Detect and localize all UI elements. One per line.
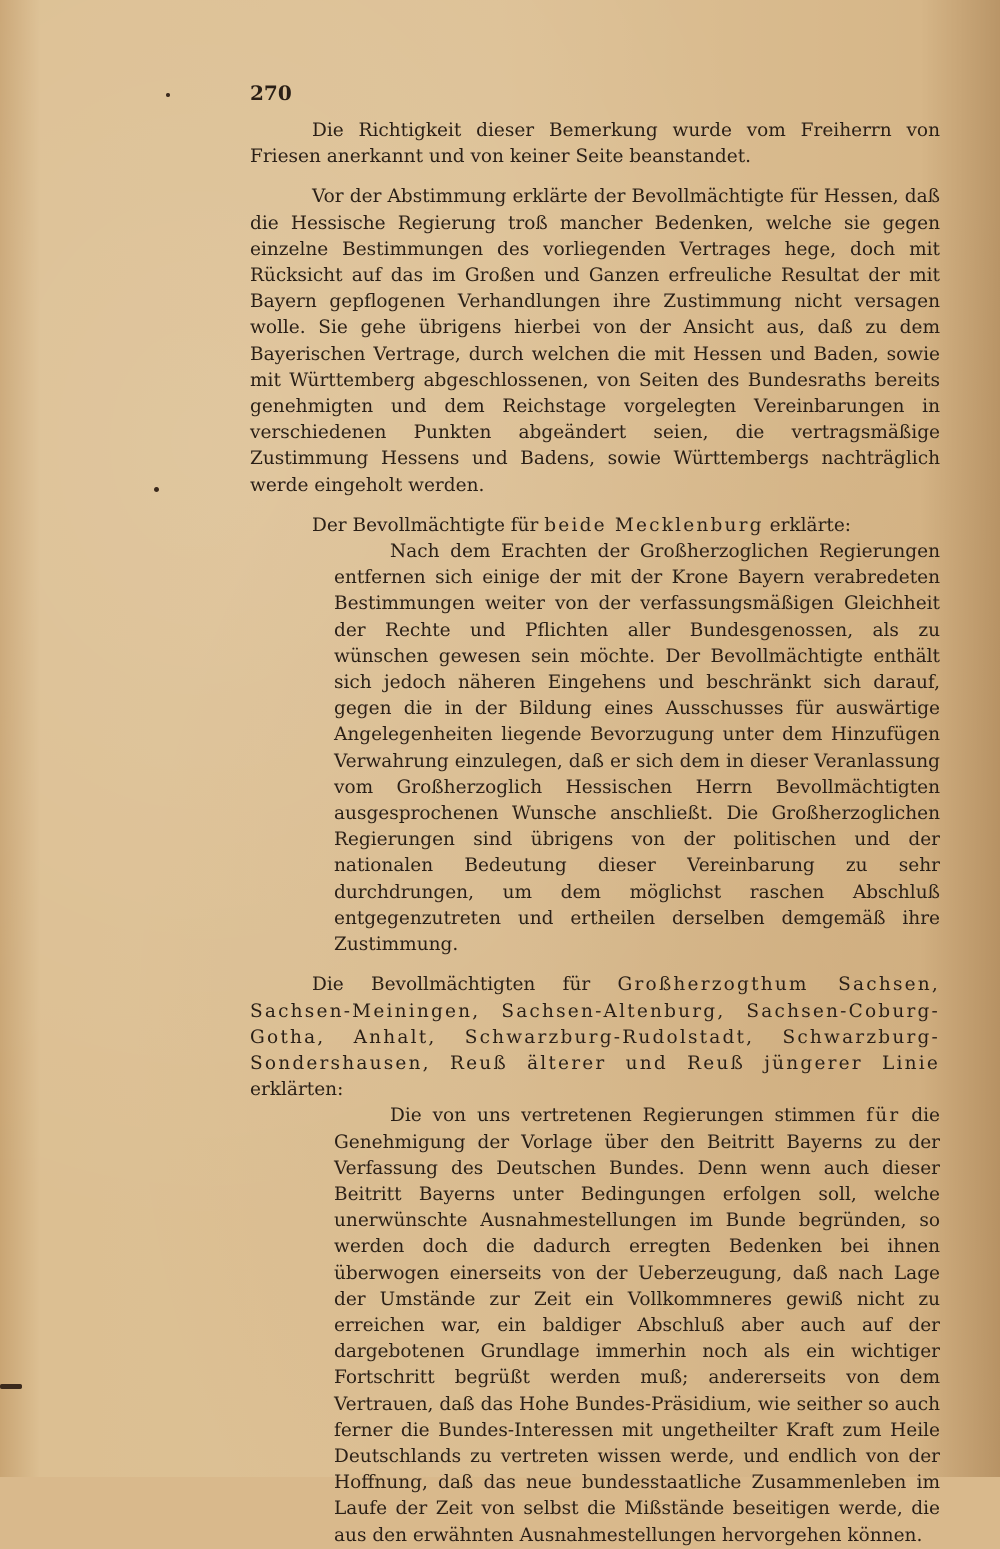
mecklenburg-intro-prefix: Der Bevollmächtigte für — [312, 514, 545, 536]
ink-speck — [166, 93, 170, 97]
states-intro-prefix: Die Bevollmächtigten für — [312, 974, 618, 996]
document-body — [250, 80, 940, 1549]
states-intro-suffix: erklärten: — [250, 1079, 344, 1101]
quote-mecklenburg-declaration: Nach dem Erachten der Großherzoglichen Regierungen entfernen sich einige der mit der Krone Bayern verabredeten Bestimmungen weiter von der verfassungsmäßigen Gleichheit der Rechte und Pflichten aller Bundesgenossen, als zu wünschen gewesen sein möchte. Der Bevollmächtigte enthält sich jedoch näheren Eingehens und beschränkt sich darauf, gegen die in der Bildung eines Ausschusses für auswärtige Angelegenheiten liegende Bevorzugung unter dem Hinzufügen Verwahrung einzulegen, daß er sich dem in dieser Veranlassung vom Großherzoglich Hessischen Herrn Bevollmächtigten ausgesprochenen Wunsche anschließt. Die Großherzoglichen Regierungen sind übrigens von der politischen und der nationalen Bedeutung dieser Vereinbarung zu sehr durchdrungen, um dem möglichst raschen Abschluß entgegenzutreten und ertheilen derselben demgemäß ihre Zustimmung. — [334, 541, 940, 956]
states-list: Großherzogthum Sachsen, Sachsen-Meiningen, Sachsen-Altenburg, Sachsen-Coburg-Gotha, Anhalt, Schwarzburg-Rudolstadt, Schwarzburg-Sondershausen, Reuß älterer und Reuß jüngerer Linie — [250, 974, 940, 1074]
mecklenburg-name: beide Mecklenburg — [544, 514, 764, 536]
states-quote-emphasis: für — [866, 1105, 901, 1127]
paragraph-acknowledgement: Die Richtigkeit dieser Bemerkung wurde vom Freiherrn von Friesen anerkannt und von keiner Seite beanstandet. — [250, 120, 940, 168]
states-quote-suffix: die Genehmigung der Vorlage über den Beitritt Bayerns zu der Verfassung des Deutschen Bundes. Denn wenn auch dieser Beitritt Bayerns unter Bedingungen erfolgen soll, welche unerwünschte Ausnahmestellungen im Bunde begründen, so werden doch die dadurch erregten Bedenken bei ihnen überwogen einerseits von der Ueberzeugung, daß nach Lage der Umstände zur Zeit ein Vollkommneres gewiß nicht zu erreichen war, ein baldiger Abschluß aber auch auf der dargebotenen Grundlage immerhin noch als ein wichtiger Fortschritt begrüßt werden muß; andererseits von dem Vertrauen, daß das Hohe Bundes-Präsidium, wie seither so auch ferner die Bundes-Interessen mit ungetheilter Kraft zum Heile Deutschlands zu vertreten wissen werde, und endlich von der Hoffnung, daß das neue bundesstaatliche Zusammenleben im Laufe der Zeit von selbst die Mißstände beseitigen werde, die aus den erwähnten Ausnahmestellungen hervorgehen können. — [334, 1105, 940, 1546]
ink-speck — [0, 1384, 22, 1389]
paragraph-hessen-statement: Vor der Abstimmung erklärte der Bevollmächtigte für Hessen, daß die Hessische Regierung troß mancher Bedenken, welche sie gegen einzelne Bestimmungen des vorliegenden Vertrages hege, doch mit Rücksicht auf das im Großen und Ganzen erfreuliche Resultat der mit Bayern gepflogenen Verhandlungen ihre Zustimmung nicht versagen wolle. Sie gehe übrigens hierbei von der Ansicht aus, daß zu dem Bayerischen Vertrage, durch welchen die mit Hessen und Baden, sowie mit Württemberg abgeschlossenen, von Seiten des Bundesraths bereits genehmigten und dem Reichstage vorgelegten Vereinbarungen in verschiedenen Punkten abgeändert seien, die vertragsmäßige Zustimmung Hessens und Badens, sowie Württembergs nachträglich werde eingeholt werden. — [250, 186, 940, 496]
states-quote-prefix: Die von uns vertretenen Regierungen stimmen — [390, 1105, 867, 1127]
paragraph-thuringian-states-intro — [250, 972, 940, 1103]
ink-speck — [154, 487, 159, 492]
quote-states-declaration — [334, 1103, 940, 1548]
page-number: 270 — [250, 81, 292, 105]
mecklenburg-intro-suffix: erklärte: — [763, 514, 852, 536]
paragraph-mecklenburg-intro — [250, 513, 940, 539]
